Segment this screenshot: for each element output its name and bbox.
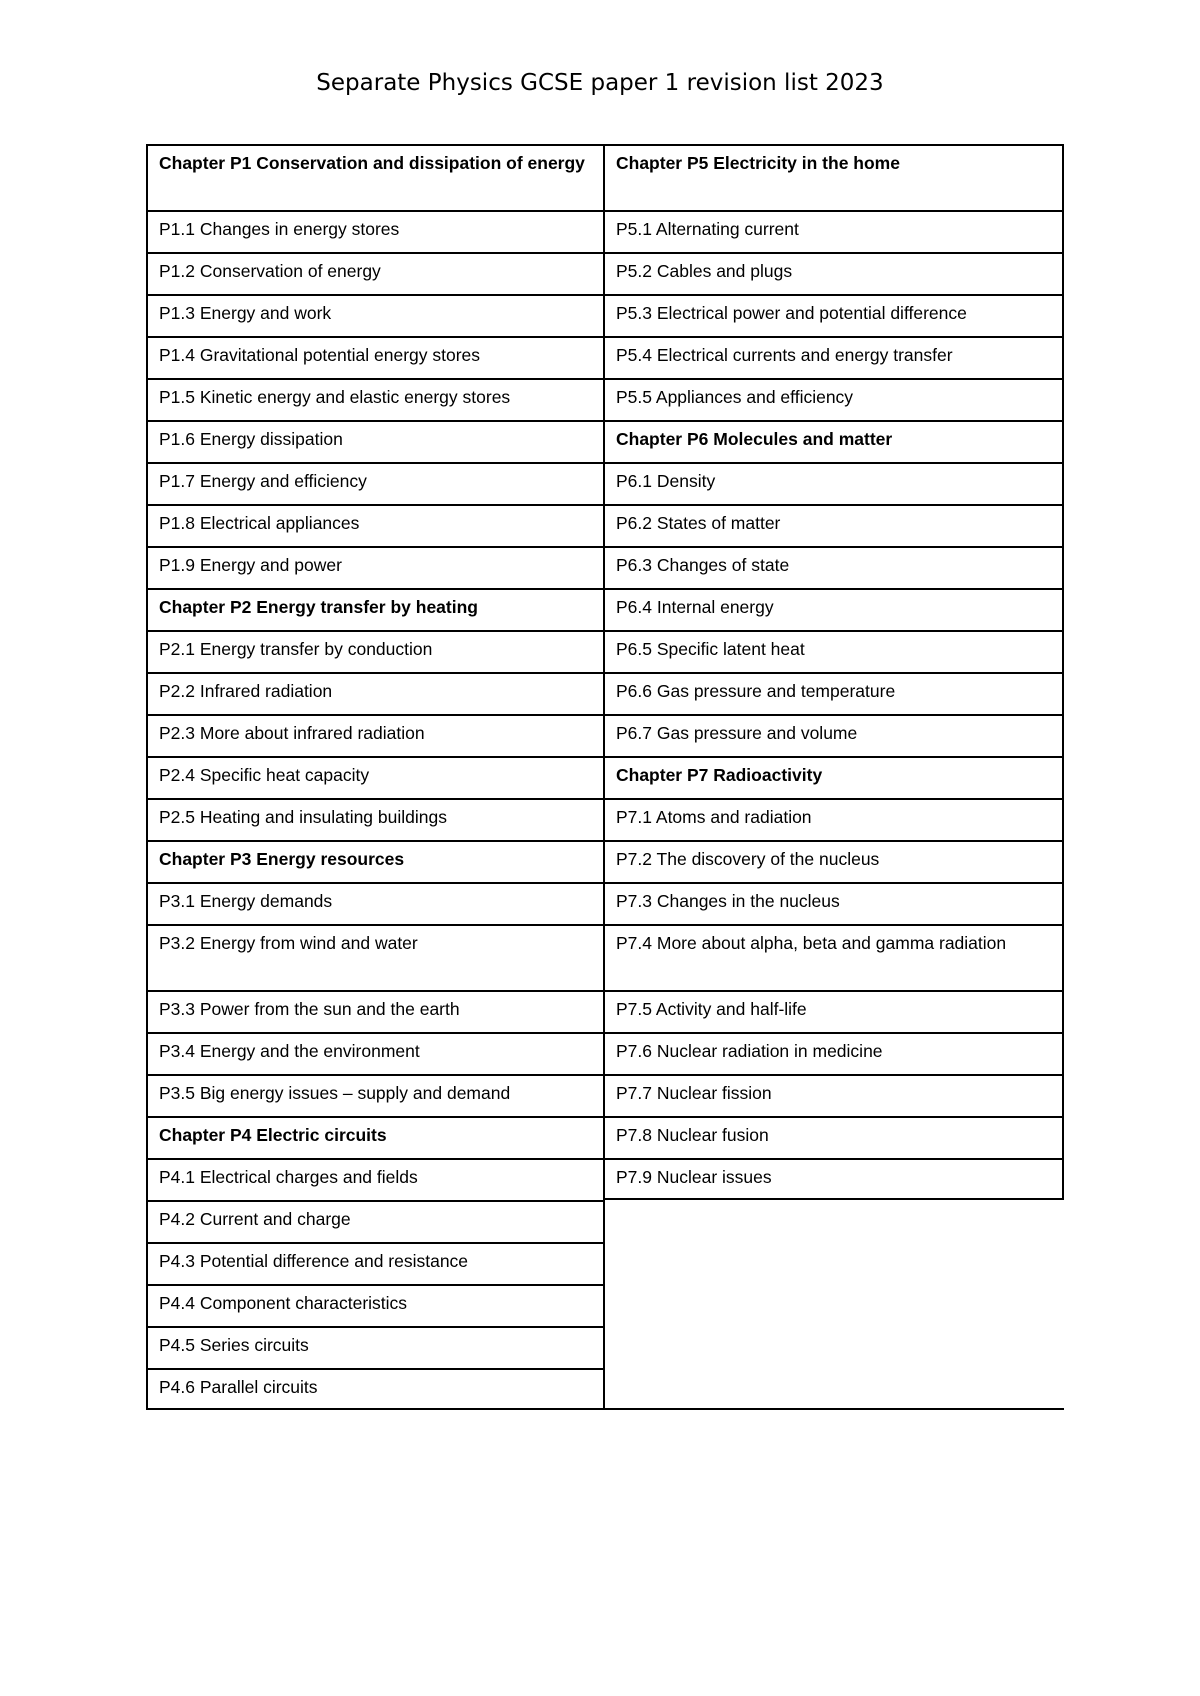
topic-cell: P2.1 Energy transfer by conduction <box>146 630 605 672</box>
topic-cell: P1.1 Changes in energy stores <box>146 210 605 252</box>
topic-cell: P1.9 Energy and power <box>146 546 605 588</box>
topic-cell: P4.3 Potential difference and resistance <box>146 1242 605 1284</box>
table-row <box>146 882 1064 924</box>
revision-table <box>146 144 1064 1410</box>
table-row <box>146 1368 1064 1410</box>
table-row <box>146 756 1064 798</box>
table-row <box>146 144 1064 210</box>
table-row <box>146 672 1064 714</box>
table-row <box>146 798 1064 840</box>
topic-cell: P2.2 Infrared radiation <box>146 672 605 714</box>
topic-cell: P1.4 Gravitational potential energy stores <box>146 336 605 378</box>
topic-cell: P7.4 More about alpha, beta and gamma radiation <box>605 924 1064 990</box>
table-row <box>146 1200 1064 1242</box>
table-row <box>146 990 1064 1032</box>
topic-cell: P6.4 Internal energy <box>605 588 1064 630</box>
table-row <box>146 1284 1064 1326</box>
chapter-heading-p2: Chapter P2 Energy transfer by heating <box>146 588 605 630</box>
topic-cell: P5.2 Cables and plugs <box>605 252 1064 294</box>
topic-cell: P1.2 Conservation of energy <box>146 252 605 294</box>
table-row <box>146 462 1064 504</box>
table-row <box>146 504 1064 546</box>
topic-cell: P7.9 Nuclear issues <box>605 1158 1064 1200</box>
topic-cell: P4.6 Parallel circuits <box>146 1368 605 1410</box>
topic-cell: P4.5 Series circuits <box>146 1326 605 1368</box>
topic-cell: P7.8 Nuclear fusion <box>605 1116 1064 1158</box>
table-row <box>146 1032 1064 1074</box>
topic-cell: P7.7 Nuclear fission <box>605 1074 1064 1116</box>
table-row <box>146 1242 1064 1284</box>
topic-cell: P7.6 Nuclear radiation in medicine <box>605 1032 1064 1074</box>
table-row <box>146 1326 1064 1368</box>
topic-cell: P7.2 The discovery of the nucleus <box>605 840 1064 882</box>
table-row <box>146 546 1064 588</box>
table-row <box>146 420 1064 462</box>
table-row <box>146 252 1064 294</box>
topic-cell: P3.2 Energy from wind and water <box>146 924 605 990</box>
empty-cell <box>605 1242 1064 1284</box>
topic-cell: P1.7 Energy and efficiency <box>146 462 605 504</box>
table-row <box>146 1158 1064 1200</box>
topic-cell: P1.6 Energy dissipation <box>146 420 605 462</box>
topic-cell: P5.5 Appliances and efficiency <box>605 378 1064 420</box>
topic-cell: P6.5 Specific latent heat <box>605 630 1064 672</box>
table-row <box>146 294 1064 336</box>
chapter-heading-p1: Chapter P1 Conservation and dissipation of energy <box>146 144 605 210</box>
chapter-heading-p7: Chapter P7 Radioactivity <box>605 756 1064 798</box>
chapter-heading-p3: Chapter P3 Energy resources <box>146 840 605 882</box>
topic-cell: P3.5 Big energy issues – supply and demand <box>146 1074 605 1116</box>
table-row <box>146 714 1064 756</box>
table-row <box>146 1116 1064 1158</box>
table-row <box>146 630 1064 672</box>
empty-cell <box>605 1368 1064 1410</box>
empty-cell <box>605 1326 1064 1368</box>
topic-cell: P2.5 Heating and insulating buildings <box>146 798 605 840</box>
topic-cell: P5.1 Alternating current <box>605 210 1064 252</box>
table-row <box>146 840 1064 882</box>
topic-cell: P7.3 Changes in the nucleus <box>605 882 1064 924</box>
topic-cell: P1.3 Energy and work <box>146 294 605 336</box>
chapter-heading-p6: Chapter P6 Molecules and matter <box>605 420 1064 462</box>
chapter-heading-p4: Chapter P4 Electric circuits <box>146 1116 605 1158</box>
topic-cell: P3.1 Energy demands <box>146 882 605 924</box>
table-row <box>146 588 1064 630</box>
topic-cell: P4.2 Current and charge <box>146 1200 605 1242</box>
topic-cell: P6.6 Gas pressure and temperature <box>605 672 1064 714</box>
topic-cell: P6.7 Gas pressure and volume <box>605 714 1064 756</box>
topic-cell: P3.4 Energy and the environment <box>146 1032 605 1074</box>
topic-cell: P7.5 Activity and half-life <box>605 990 1064 1032</box>
table-row <box>146 1074 1064 1116</box>
empty-cell <box>605 1200 1064 1242</box>
topic-cell: P4.4 Component characteristics <box>146 1284 605 1326</box>
chapter-heading-p5: Chapter P5 Electricity in the home <box>605 144 1064 210</box>
topic-cell: P1.5 Kinetic energy and elastic energy stores <box>146 378 605 420</box>
topic-cell: P5.3 Electrical power and potential difference <box>605 294 1064 336</box>
topic-cell: P4.1 Electrical charges and fields <box>146 1158 605 1200</box>
topic-cell: P2.4 Specific heat capacity <box>146 756 605 798</box>
topic-cell: P3.3 Power from the sun and the earth <box>146 990 605 1032</box>
table-row <box>146 336 1064 378</box>
topic-cell: P7.1 Atoms and radiation <box>605 798 1064 840</box>
table-row <box>146 924 1064 990</box>
document-title: Separate Physics GCSE paper 1 revision list 2023 <box>316 70 884 96</box>
topic-cell: P1.8 Electrical appliances <box>146 504 605 546</box>
table-row <box>146 378 1064 420</box>
topic-cell: P6.2 States of matter <box>605 504 1064 546</box>
table-row <box>146 210 1064 252</box>
topic-cell: P5.4 Electrical currents and energy transfer <box>605 336 1064 378</box>
topic-cell: P6.3 Changes of state <box>605 546 1064 588</box>
topic-cell: P6.1 Density <box>605 462 1064 504</box>
empty-cell <box>605 1284 1064 1326</box>
topic-cell: P2.3 More about infrared radiation <box>146 714 605 756</box>
